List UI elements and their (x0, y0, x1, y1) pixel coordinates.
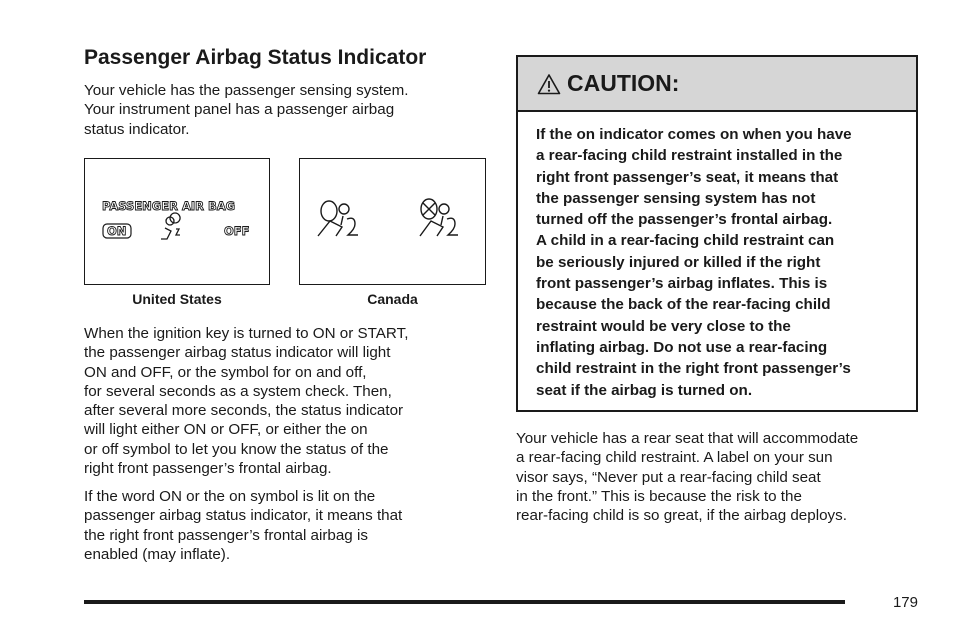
canada-indicator-figure (299, 158, 486, 285)
rear-seat-paragraph: Your vehicle has a rear seat that will accommodate a rear-facing child restraint. A label on your sun visor says, “Never put a rear-facing child seat in the front.” This is because the risk to the rear-facing child is so great, if the airbag deploys. (516, 430, 859, 525)
on-label: ON (107, 224, 127, 238)
footer-rule (84, 600, 845, 604)
caution-box (516, 55, 918, 412)
canada-caption: Canada (367, 291, 418, 307)
passenger-airbag-icon (161, 213, 180, 239)
warning-triangle-icon (537, 73, 561, 95)
canada-indicator-panel (300, 159, 487, 286)
caution-text: If the on indicator comes on when you have a rear-facing child restraint installed in the right front passenger’s seat, it means that the passenger sensing system has not turned off the passenger’s frontal airbag. A child in a rear-facing child restraint can be seriously injured or killed if the right front passenger’s airbag inflates. This is because the back of the rear-facing child restraint would be very close to the inflating airbag. Do not use a rear-facing child restraint in the right front passenger’s seat if the airbag is turned on. (536, 126, 852, 399)
airbag-off-symbol-icon (420, 199, 458, 236)
left-column (84, 44, 484, 139)
on-symbol-paragraph: If the word ON or the on symbol is lit on the passenger airbag status indicator, it means that the right front passenger’s frontal airbag is enabled (may inflate). (84, 488, 403, 563)
panel-label: PASSENGER AIR BAG (102, 199, 236, 213)
us-indicator-panel (85, 159, 271, 286)
ignition-paragraph: When the ignition key is turned to ON or START, the passenger airbag status indicator will light ON and OFF, or the symbol for on and off, for several seconds as a system check. Then, after several more seconds, the status indicator will light either ON or OFF, or either the on or off symbol to let you know the status of the right front passenger’s frontal airbag. (84, 325, 409, 478)
caution-header (518, 57, 916, 112)
intro-paragraph: Your vehicle has the passenger sensing system. Your instrument panel has a passenger airbag status indicator. (84, 82, 409, 138)
airbag-on-symbol-icon (318, 201, 358, 236)
off-label: OFF (224, 224, 250, 238)
us-caption: United States (132, 291, 222, 307)
us-indicator-figure (84, 158, 270, 285)
page-number: 179 (892, 594, 918, 611)
section-title: Passenger Airbag Status Indicator (84, 46, 427, 69)
caution-title: CAUTION: (567, 70, 680, 96)
